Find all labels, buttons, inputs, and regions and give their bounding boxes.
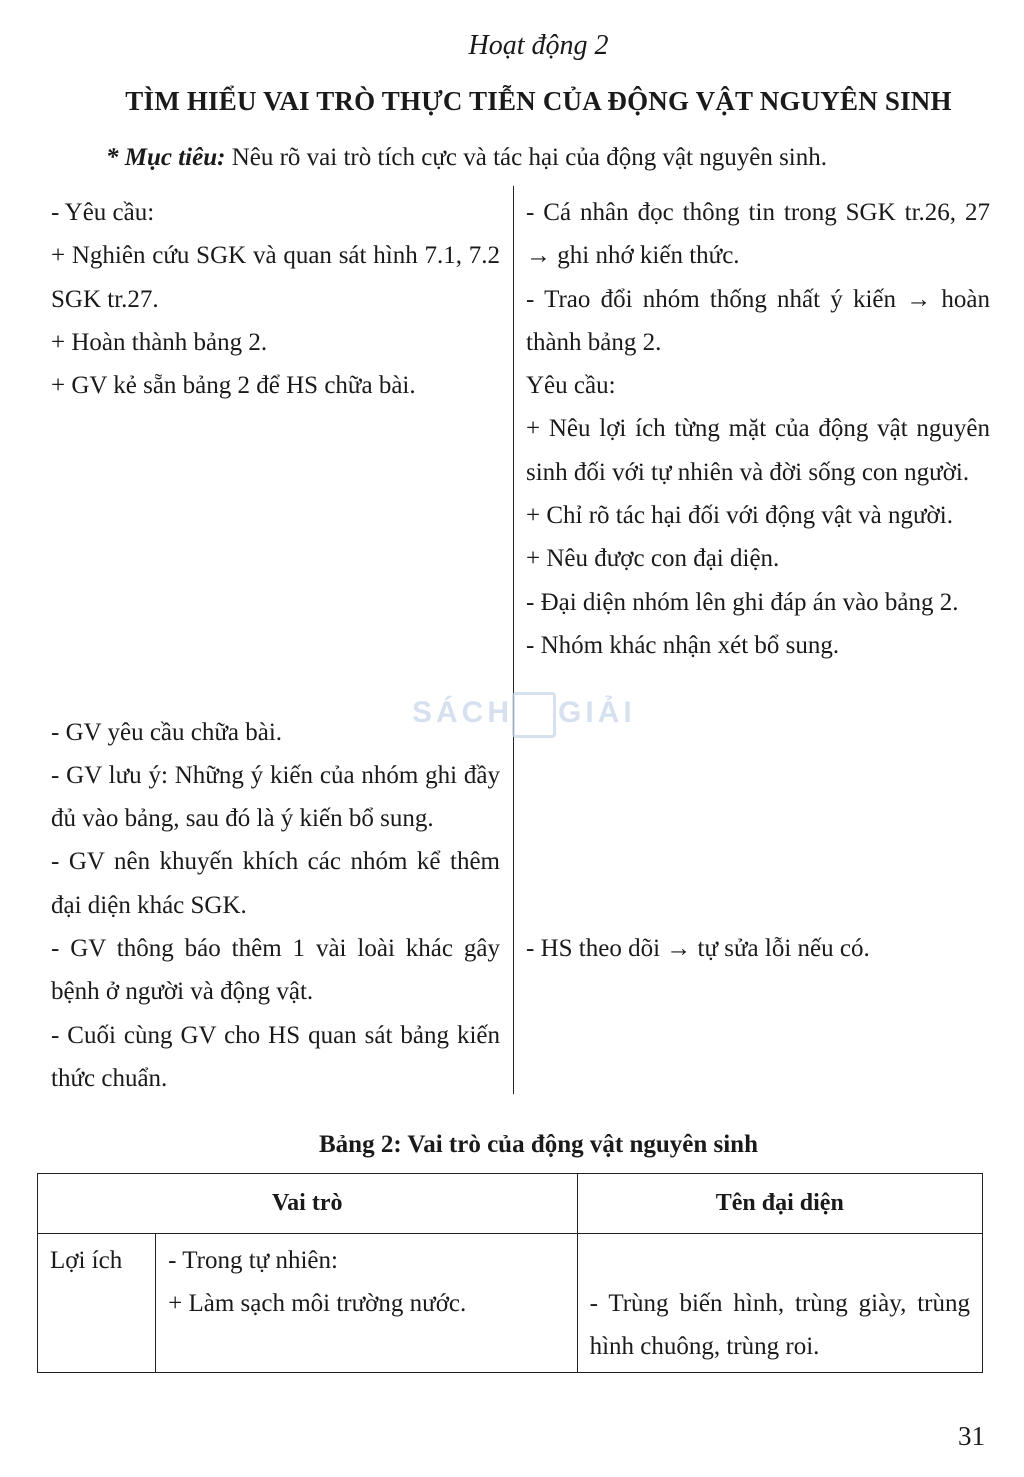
teacher-step: - Yêu cầu: bbox=[51, 199, 155, 226]
watermark-left-text: SÁCH bbox=[412, 696, 514, 729]
activity-heading: Hoạt động 2 bbox=[468, 30, 609, 61]
book-logo-icon bbox=[512, 692, 556, 738]
watermark bbox=[412, 692, 636, 762]
objective-label: * Mục tiêu: bbox=[106, 144, 226, 171]
student-step: - Nhóm khác nhận xét bổ sung. bbox=[526, 631, 840, 659]
student-activities-column bbox=[526, 191, 990, 970]
student-step: - HS theo dõi → tự sửa lỗi nếu có. bbox=[526, 935, 870, 963]
teacher-step: - GV lưu ý: Những ý kiến của nhóm ghi đầy đủ vào bảng, sau đó là ý kiến bổ sung. bbox=[51, 761, 500, 833]
header-role: Vai trò bbox=[38, 1174, 578, 1234]
row-detail: + Làm sạch môi trường nước. bbox=[168, 1290, 467, 1317]
teacher-step: - Cuối cùng GV cho HS quan sát bảng kiến thức chuẩn. bbox=[51, 1021, 500, 1092]
objective-line bbox=[106, 144, 827, 172]
teacher-step: + Nghiên cứu SGK và quan sát hình 7.1, 7.2 SGK tr.27. bbox=[51, 242, 500, 313]
table-row bbox=[38, 1234, 983, 1373]
student-step: Yêu cầu: bbox=[526, 372, 616, 400]
row-role-cell bbox=[156, 1234, 577, 1373]
objective-text: Nêu rõ vai trò tích cực và tác hại của động vật nguyên sinh. bbox=[225, 144, 828, 171]
row-category: Lợi ích bbox=[38, 1234, 156, 1373]
teacher-step: - GV thông báo thêm 1 vài loài khác gây bệnh ở người và động vật. bbox=[51, 935, 500, 1006]
student-step: - Cá nhân đọc thông tin trong SGK tr.26, 27 → ghi nhớ kiến thức. bbox=[526, 199, 990, 270]
student-step: - Đại diện nhóm lên ghi đáp án vào bảng 2. bbox=[526, 588, 959, 616]
teacher-step: + GV kẻ sẵn bảng 2 để HS chữa bài. bbox=[51, 372, 416, 400]
teacher-step: - GV yêu cầu chữa bài. bbox=[51, 718, 283, 746]
watermark-right-text: GIẢI bbox=[558, 696, 636, 729]
header-representative: Tên đại diện bbox=[577, 1174, 982, 1234]
student-step: + Nêu được con đại diện. bbox=[526, 545, 780, 573]
page-number: 31 bbox=[958, 1421, 985, 1451]
student-step: + Chỉ rõ tác hại đối với động vật và người. bbox=[526, 502, 953, 530]
section-title: TÌM HIỂU VAI TRÒ THỰC TIỄN CỦA ĐỘNG VẬT NGUYÊN SINH bbox=[125, 86, 952, 116]
teacher-step: + Hoàn thành bảng 2. bbox=[51, 328, 268, 356]
row-context: - Trong tự nhiên: bbox=[168, 1247, 338, 1274]
row-representatives: - Trùng biến hình, trùng giày, trùng hình chuông, trùng roi. bbox=[577, 1234, 982, 1373]
column-divider bbox=[513, 186, 514, 1094]
teacher-activities-column bbox=[51, 191, 500, 1100]
teacher-step: - GV nên khuyến khích các nhóm kể thêm đại diện khác SGK. bbox=[51, 848, 500, 919]
table-caption: Bảng 2: Vai trò của động vật nguyên sinh bbox=[318, 1131, 758, 1158]
student-step: + Nêu lợi ích từng mặt của động vật nguyên sinh đối với tự nhiên và đời sống con người. bbox=[526, 415, 990, 486]
student-step: - Trao đổi nhóm thống nhất ý kiến → hoàn thành bảng 2. bbox=[526, 285, 990, 356]
table-header-row bbox=[38, 1174, 983, 1234]
roles-table bbox=[37, 1173, 983, 1373]
